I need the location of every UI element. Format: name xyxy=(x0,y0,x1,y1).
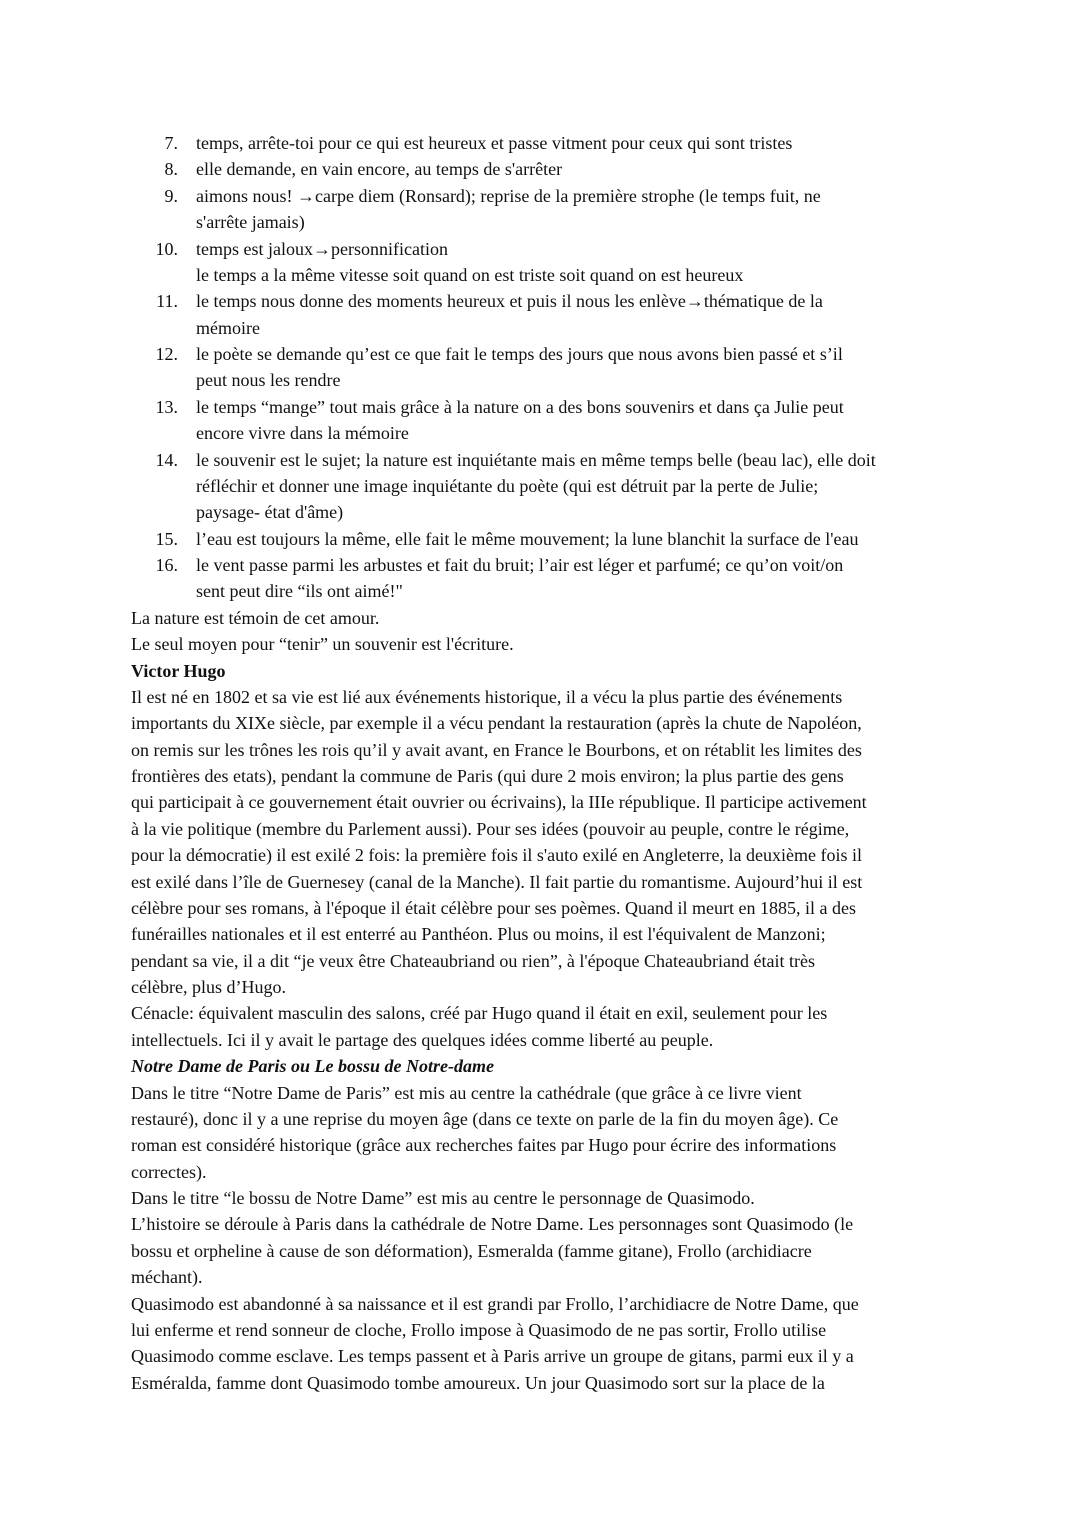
text-line: célèbre, plus d’Hugo. xyxy=(131,977,286,997)
list-item-number: 11. xyxy=(156,291,178,312)
list-item-number: 16. xyxy=(155,555,178,575)
list-item xyxy=(131,183,961,236)
list-item-line: réfléchir et donner une image inquiétante du poète (qui est détruit par la perte de Julie; xyxy=(196,475,819,496)
paragraph xyxy=(131,631,961,657)
text-line: Le seul moyen pour “tenir” un souvenir est l'écriture. xyxy=(131,634,514,655)
paragraph xyxy=(131,1080,961,1186)
text-line: Dans le titre “le bossu de Notre Dame” est mis au centre le personnage de Quasimodo. xyxy=(131,1188,755,1208)
text-line: Il est né en 1802 et sa vie est lié aux événements historique, il a vécu la plus partie des événements xyxy=(131,686,843,707)
list-item xyxy=(131,130,961,156)
text-line: Victor Hugo xyxy=(131,660,226,681)
text-line: roman est considéré historique (grâce aux recherches faites par Hugo pour écrire des informations xyxy=(131,1135,837,1156)
text-line: frontières des etats), pendant la commune de Paris (qui dure 2 mois environ; la plus partie des gens xyxy=(131,766,844,786)
text-line: restauré), donc il y a une reprise du moyen âge (dans ce texte on parle de la fin du moyen âge). Ce xyxy=(131,1108,839,1129)
list-item-line: elle demande, en vain encore, au temps de s'arrêter xyxy=(196,159,563,180)
text-line: à la vie politique (membre du Parlement aussi). Pour ses idées (pouvoir au peuple, contre le régime, xyxy=(131,818,850,839)
text-line: qui participait à ce gouvernement était ouvrier ou écrivains), la IIIe république. Il participe activement xyxy=(131,792,867,813)
text-line: intellectuels. Ici il y avait le partage des quelques idées comme liberté au peuple. xyxy=(131,1029,714,1050)
text-line: est exilé dans l’île de Guernesey (canal de la Manche). Il fait partie du romantisme. Aujourd’hui il est xyxy=(131,871,863,892)
list-item-number: 9. xyxy=(164,185,178,206)
list-item-line: aimons nous! →carpe diem (Ronsard); reprise de la première strophe (le temps fuit, ne xyxy=(196,185,821,206)
list-item-number: 14. xyxy=(155,449,178,470)
text-line: Esméralda, famme dont Quasimodo tombe amoureux. Un jour Quasimodo sort sur la place de la xyxy=(131,1372,825,1393)
list-item xyxy=(131,447,961,526)
list-item-line: peut nous les rendre xyxy=(196,370,341,391)
text-line: L’histoire se déroule à Paris dans la cathédrale de Notre Dame. Les personnages sont Quasimodo (le xyxy=(131,1214,854,1235)
section-heading xyxy=(131,658,961,684)
list-item-line: temps est jaloux→personnification xyxy=(196,238,448,259)
list-item-number: 10. xyxy=(155,238,178,259)
text-line: funérailles nationales et il est enterré au Panthéon. Plus ou moins, il est l'équivalent de Manzoni; xyxy=(131,924,826,945)
list-item-line: sent peut dire “ils ont aimé!" xyxy=(196,581,403,602)
subsection-heading xyxy=(131,1053,961,1079)
list-item-number: 8. xyxy=(164,159,178,180)
numbered-list xyxy=(131,130,961,605)
list-item-line: temps, arrête-toi pour ce qui est heureux et passe vitment pour ceux qui sont tristes xyxy=(196,133,793,153)
text-line: Notre Dame de Paris ou Le bossu de Notre-dame xyxy=(131,1056,494,1077)
list-item-line: le souvenir est le sujet; la nature est inquiétante mais en même temps belle (beau lac), elle doit xyxy=(196,449,876,470)
list-item xyxy=(131,552,961,605)
text-line: importants du XIXe siècle, par exemple il a vécu pendant la restauration (après la chute de Napoléon, xyxy=(131,713,862,734)
text-line: pour la démocratie) il est exilé 2 fois: la première fois il s'auto exilé en Angleterre, la deuxième fois il xyxy=(131,845,862,866)
list-item-line: le vent passe parmi les arbustes et fait du bruit; l’air est léger et parfumé; ce qu’on voit/on xyxy=(196,555,844,575)
list-item-number: 13. xyxy=(155,396,178,417)
list-item xyxy=(131,236,961,289)
text-line: pendant sa vie, il a dit “je veux être Chateaubriand ou rien”, à l'époque Chateaubriand était très xyxy=(131,950,815,971)
text-line: lui enferme et rend sonneur de cloche, Frollo impose à Quasimodo de ne pas sortir, Frollo utilise xyxy=(131,1319,827,1340)
text-line: La nature est témoin de cet amour. xyxy=(131,607,380,628)
document-body xyxy=(131,605,961,1396)
paragraph xyxy=(131,684,961,1001)
text-line: correctes). xyxy=(131,1161,207,1182)
list-item-line: le temps “mange” tout mais grâce à la nature on a des bons souvenirs et dans ça Julie peut xyxy=(196,396,844,417)
document-page xyxy=(131,130,961,1396)
list-item-line: le temps a la même vitesse soit quand on est triste soit quand on est heureux xyxy=(196,264,744,285)
list-item-line: s'arrête jamais) xyxy=(196,212,305,233)
list-item-line: le poète se demande qu’est ce que fait le temps des jours que nous avons bien passé et s’il xyxy=(196,344,843,364)
list-item xyxy=(131,288,961,341)
list-item-line: l’eau est toujours la même, elle fait le même mouvement; la lune blanchit la surface de l'eau xyxy=(196,528,859,549)
list-item xyxy=(131,341,961,394)
list-item xyxy=(131,526,961,552)
paragraph xyxy=(131,1185,961,1211)
paragraph xyxy=(131,1211,961,1290)
text-line: Dans le titre “Notre Dame de Paris” est mis au centre la cathédrale (que grâce à ce livre vient xyxy=(131,1082,802,1103)
list-item-number: 15. xyxy=(155,528,178,549)
paragraph xyxy=(131,1291,961,1397)
text-line: bossu et orpheline à cause de son déformation), Esmeralda (famme gitane), Frollo (archidiacre xyxy=(131,1240,812,1261)
paragraph xyxy=(131,1000,961,1053)
list-item-number: 7. xyxy=(164,133,178,153)
text-line: célèbre pour ses romans, à l'époque il était célèbre pour ses poèmes. Quand il meurt en 1885, il a des xyxy=(131,897,857,918)
text-line: on remis sur les trônes les rois qu’il y avait avant, en France le Bourbons, et on rétablit les limites des xyxy=(131,739,862,760)
list-item-line: le temps nous donne des moments heureux et puis il nous les enlève→thématique de la xyxy=(196,291,823,312)
list-item-number: 12. xyxy=(155,344,178,364)
list-item xyxy=(131,394,961,447)
text-line: Cénacle: équivalent masculin des salons, créé par Hugo quand il était en exil, seulement pour les xyxy=(131,1003,828,1024)
text-line: méchant). xyxy=(131,1267,203,1288)
list-item xyxy=(131,156,961,182)
text-line: Quasimodo comme esclave. Les temps passent et à Paris arrive un groupe de gitans, parmi eux il y a xyxy=(131,1346,854,1367)
list-item-line: paysage- état d'âme) xyxy=(196,502,344,523)
text-line: Quasimodo est abandonné à sa naissance et il est grandi par Frollo, l’archidiacre de Notre Dame, que xyxy=(131,1293,859,1314)
list-item-line: encore vivre dans la mémoire xyxy=(196,423,409,444)
paragraph xyxy=(131,605,961,631)
list-item-line: mémoire xyxy=(196,317,260,338)
